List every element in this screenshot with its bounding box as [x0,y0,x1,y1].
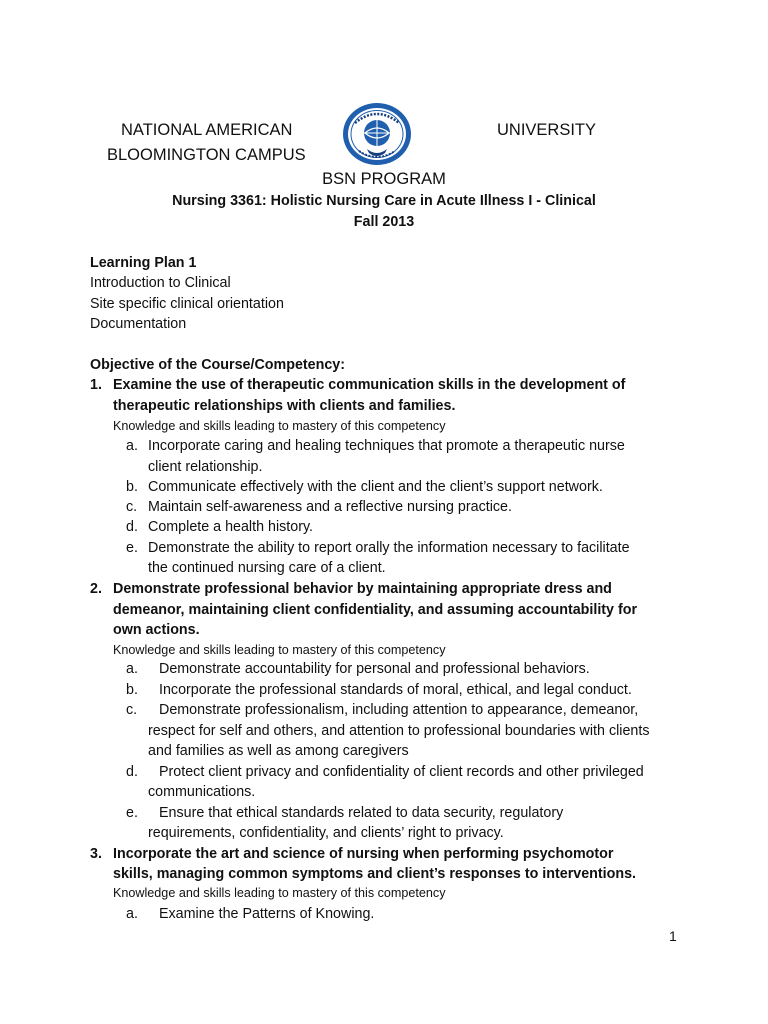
item-text: respect for self and others, and attention to professional boundaries with clients [148,723,650,739]
competency-item [126,661,590,677]
objective-text: Incorporate the art and science of nursing when performing psychomotor [113,846,614,862]
item-letter: d. [126,519,138,535]
objective-text: therapeutic relationships with clients and families. [113,398,456,414]
item-text: Ensure that ethical standards related to data security, regulatory [159,805,564,821]
competency-item [126,438,625,454]
item-text: and families as well as among caregivers [148,743,409,759]
objective-text: demeanor, maintaining client confidentiality, and assuming accountability for [113,602,638,618]
item-text: Demonstrate accountability for personal and professional behaviors. [159,661,590,677]
item-text: Communicate effectively with the client and the client’s support network. [148,479,603,495]
item-text: Incorporate the professional standards of moral, ethical, and legal conduct. [159,682,632,698]
objective-heading: Objective of the Course/Competency: [90,357,346,373]
item-text: Protect client privacy and confidentiality of client records and other privileged [159,764,644,780]
competency-item [126,540,630,556]
competency-item [126,764,644,780]
competency-item [126,702,638,718]
knowledge-label: Knowledge and skills leading to mastery of this competency [113,886,446,900]
course-term: Fall 2013 [353,214,415,230]
item-letter: c. [126,702,138,718]
item-letter: a. [126,906,138,922]
item-letter: e. [126,540,138,556]
item-letter: a. [126,661,138,677]
item-text: Demonstrate the ability to report orally the information necessary to facilitate [148,540,630,556]
item-text: Demonstrate professionalism, including attention to appearance, demeanor, [159,702,639,718]
item-text: communications. [148,784,256,800]
item-text: requirements, confidentiality, and clients’ right to privacy. [148,825,504,841]
plan-topic: Site specific clinical orientation [90,296,284,312]
competency-item [126,479,603,495]
program-title: BSN PROGRAM [322,170,446,188]
objective-2 [90,581,612,597]
header-institution-left: NATIONAL AMERICAN [121,121,293,139]
item-text: Incorporate caring and healing techniques that promote a therapeutic nurse [148,438,625,454]
course-title: Nursing 3361: Holistic Nursing Care in Acute Illness I - Clinical [172,193,596,209]
learning-plan-title: Learning Plan 1 [90,255,197,271]
page-number: 1 [669,928,677,944]
item-letter: a. [126,438,138,454]
item-letter: d. [126,764,138,780]
objective-number: 1. [90,377,102,393]
header-campus: BLOOMINGTON CAMPUS [107,146,306,164]
objective-number: 2. [90,581,102,597]
competency-item [126,519,313,535]
item-letter: e. [126,805,138,821]
item-letter: b. [126,479,138,495]
competency-item [126,499,512,515]
objective-text: own actions. [113,622,200,638]
item-text: Complete a health history. [148,519,314,535]
objective-text: skills, managing common symptoms and client’s responses to interventions. [113,866,637,882]
objective-text: Examine the use of therapeutic communication skills in the development of [113,377,626,393]
objective-number: 3. [90,846,102,862]
objective-1 [90,377,625,393]
plan-topic: Introduction to Clinical [90,275,231,291]
item-text: the continued nursing care of a client. [148,560,386,576]
header-institution-right: UNIVERSITY [497,121,597,139]
competency-item [126,805,563,821]
competency-item [126,906,374,922]
competency-item [126,682,632,698]
objective-3 [90,846,613,862]
item-text: Examine the Patterns of Knowing. [159,906,375,922]
university-seal-logo [341,101,413,167]
knowledge-label: Knowledge and skills leading to mastery of this competency [113,419,446,433]
plan-topic: Documentation [90,316,187,332]
item-text: client relationship. [148,459,263,475]
item-text: Maintain self-awareness and a reflective nursing practice. [148,499,512,515]
objective-text: Demonstrate professional behavior by maintaining appropriate dress and [113,581,612,597]
item-letter: c. [126,499,138,515]
knowledge-label: Knowledge and skills leading to mastery of this competency [113,643,446,657]
item-letter: b. [126,682,138,698]
